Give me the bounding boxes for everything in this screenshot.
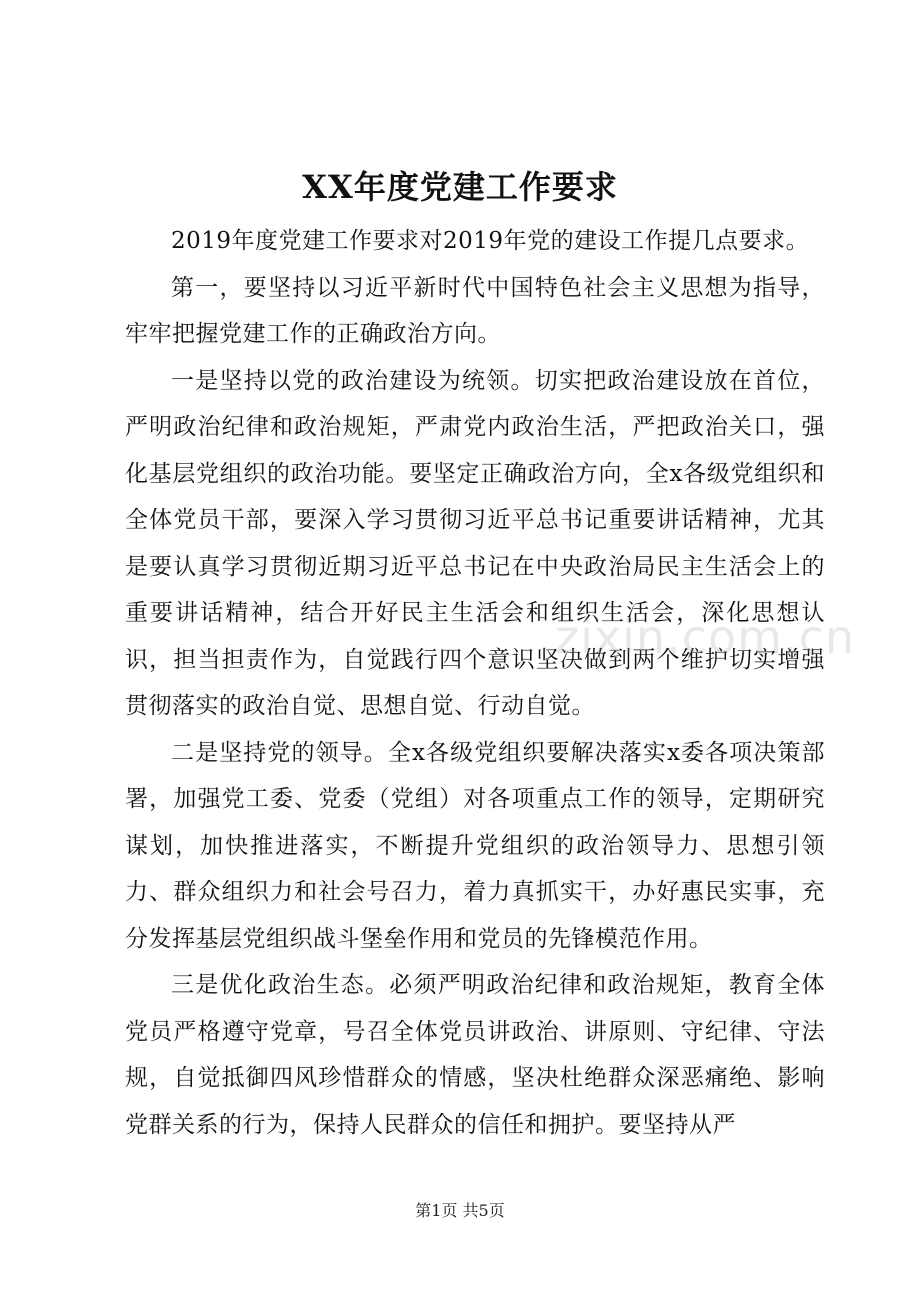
- paragraph-first-point: 第一，要坚持以习近平新时代中国特色社会主义思想为指导，牢牢把握党建工作的正确政治方向。: [125, 274, 825, 347]
- paragraph-political-ecology: 三是优化政治生态。必须严明政治纪律和政治规矩，教育全体党员严格遵守党章，号召全体党员讲政治、讲原则、守纪律、守法规，自觉抵御四风珍惜群众的情感，坚决杜绝群众深恶痛绝、影响党群关系的行为，保持人民群众的信任和拥护。要坚持从严: [125, 972, 825, 1138]
- watermark: zixin.com.cn: [555, 610, 856, 664]
- document-title: XX年度党建工作要求: [302, 168, 618, 206]
- paragraph-political-construction: 一是坚持以党的政治建设为统领。切实把政治建设放在首位，严明政治纪律和政治规矩，严肃党内政治生活，严把政治关口，强化基层党组织的政治功能。要坚定正确政治方向，全x各级党组织和全体党员干部，要深入学习贯彻习近平总书记重要讲话精神，尤其是要认真学习贯彻近期习近平总书记在中央政治局民主生活会上的重要讲话精神，结合开好民主生活会和组织生活会，深化思想认识，担当担责作为，自觉践行四个意识坚决做到两个维护切实增强贯彻落实的政治自觉、思想自觉、行动自觉。: [125, 367, 825, 719]
- paragraph-intro: 2019年度党建工作要求对2019年党的建设工作提几点要求。: [171, 228, 810, 254]
- page-number-footer: 第1页 共5页: [415, 1201, 505, 1220]
- document-body: [125, 218, 825, 1148]
- paragraph-party-leadership: 二是坚持党的领导。全x各级党组织要解决落实x委各项决策部署，加强党工委、党委（党组）对各项重点工作的领导，定期研究谋划，加快推进落实，不断提升党组织的政治领导力、思想引领力、群众组织力和社会号召力，着力真抓实干，办好惠民实事，充分发挥基层党组织战斗堡垒作用和党员的先锋模范作用。: [125, 739, 825, 952]
